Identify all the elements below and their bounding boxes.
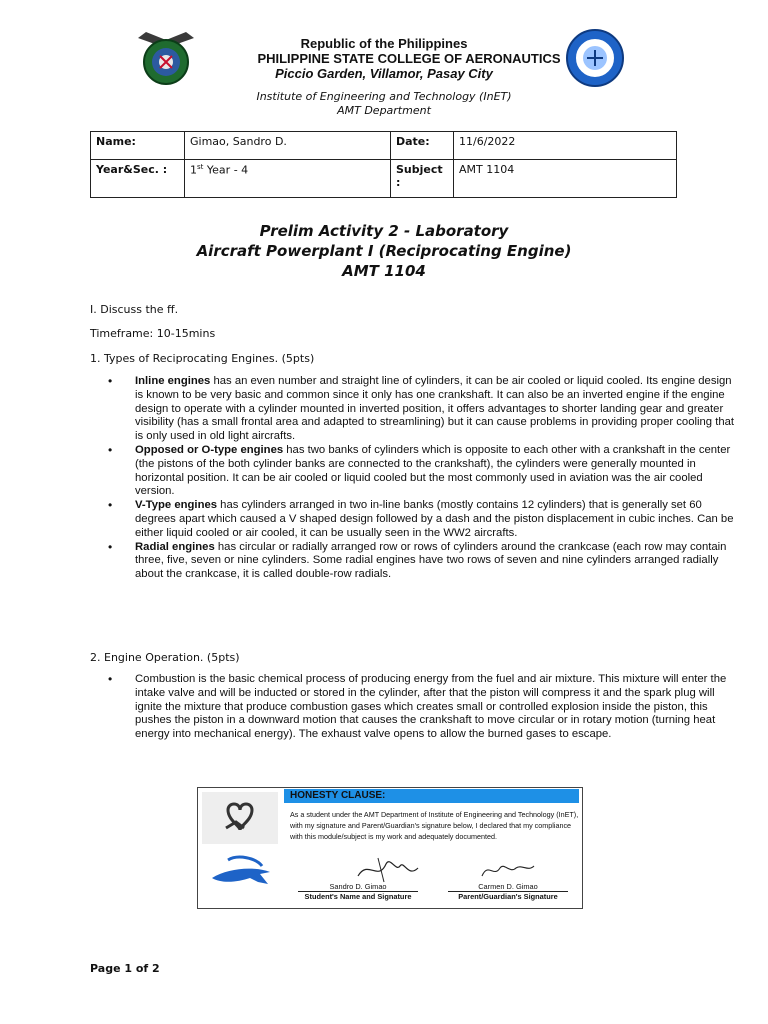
date-value: 11/6/2022: [454, 132, 677, 160]
student-name: Sandro D. Gimao: [329, 882, 387, 891]
parent-name: Carmen D. Gimao: [478, 882, 538, 891]
honesty-clause-title: HONESTY CLAUSE:: [284, 789, 579, 803]
honesty-clause-icons: [198, 788, 284, 908]
student-caption: Student's Name and Signature: [298, 891, 418, 901]
activity-title: Prelim Activity 2 - Laboratory: [259, 222, 509, 240]
list-item: • Combustion is the basic chemical process of producing energy from the fuel and air mixture. This mixture will enter the intake valve and will be inducted or stored in the cylinder, after that the piston will compress it and the spark plug will ignite the mixture that produce combustion gases which creates small or controlled explosion inside the piston, this pushes the piston in a downward motion that causes the crankshaft to move circular or in rotary motion (turning heat energy into mechanical energy). The exhaust valve opens to allow the burned gases to escape.: [135, 673, 735, 742]
page-number: Page 1 of 2: [90, 962, 160, 975]
header-department: AMT Department: [337, 104, 431, 117]
course-code: AMT 1104: [342, 262, 426, 280]
student-signature-block: [298, 882, 418, 901]
honesty-clause-box: [197, 787, 583, 909]
question-2-heading: 2. Engine Operation. (5pts): [90, 651, 240, 664]
list-item: • Inline engines has an even number and straight line of cylinders, it can be air cooled or liquid cooled. Its engine design is known to be very basic and common since it only has one crankshaft. It can also be an inverted engine if the engine design to operate with a cylinder mounted in inverted position, it offers advantages to shorter landing gear and greater visibility (has a small frontal area and adapted to streamlining) but it can cause problems in providing proper cooling that is only used in old light aircrafts.: [135, 375, 735, 444]
question-1-heading: 1. Types of Reciprocating Engines. (5pts): [90, 352, 315, 365]
list-item: • V-Type engines has cylinders arranged in two in-line banks (mostly contains 12 cylinders) that is generally set 60 degrees apart which caused a V shaped design followed by a dash and the piston displacement in cubic inches. Can be either liquid cooled or air cooled, it can be usually seen in the WW2 aircrafts.: [135, 499, 735, 540]
course-title: Aircraft Powerplant I (Reciprocating Engine): [196, 242, 572, 260]
subject-label: Subject :: [391, 160, 454, 198]
engine-operation-list: [90, 673, 735, 742]
student-signature: [348, 854, 428, 884]
parent-signature: [478, 858, 538, 882]
name-label: Name:: [91, 132, 185, 160]
year-value: 1st Year - 4: [185, 160, 391, 198]
timeframe: Timeframe: 10-15mins: [90, 327, 216, 340]
parent-signature-block: [448, 882, 568, 901]
honesty-clause-text: As a student under the AMT Department of Institute of Engineering and Technology (InET), with my signature and Parent/Guardian's signature below, I declared that my compliance with this module/subject is my work and adequately documented.: [290, 810, 579, 841]
name-value: Gimao, Sandro D.: [185, 132, 391, 160]
year-label: Year&Sec. :: [91, 160, 185, 198]
header-college-name: PHILIPPINE STATE COLLEGE OF AERONAUTICS: [257, 51, 561, 66]
header-institute: Institute of Engineering and Technology (InET): [256, 90, 512, 103]
subject-value: AMT 1104: [454, 160, 677, 198]
engine-types-list: [90, 375, 735, 582]
list-item: • Radial engines has circular or radially arranged row or rows of cylinders around the crankcase (each row may contain three, five, seven or nine cylinders. Some radial engines have two rows of seven and nine cylinders arranged radially about the crankcase, it is called double-row radials.: [135, 541, 735, 582]
list-item: • Opposed or O-type engines has two banks of cylinders which is opposite to each other with a crankshaft in the center (the pistons of the both cylinder banks are connected to the crankshaft), the cylinders were generally mounted in horizontal position. It can be air cooled or liquid cooled but the most commonly used in aviation was the air cooled version.: [135, 444, 735, 499]
section-discuss: I. Discuss the ff.: [90, 303, 179, 316]
date-label: Date:: [391, 132, 454, 160]
student-info-table: [90, 131, 677, 198]
header-republic: Republic of the Philippines: [300, 36, 468, 51]
header-address: Piccio Garden, Villamor, Pasay City: [275, 66, 493, 81]
parent-caption: Parent/Guardian's Signature: [448, 891, 568, 901]
